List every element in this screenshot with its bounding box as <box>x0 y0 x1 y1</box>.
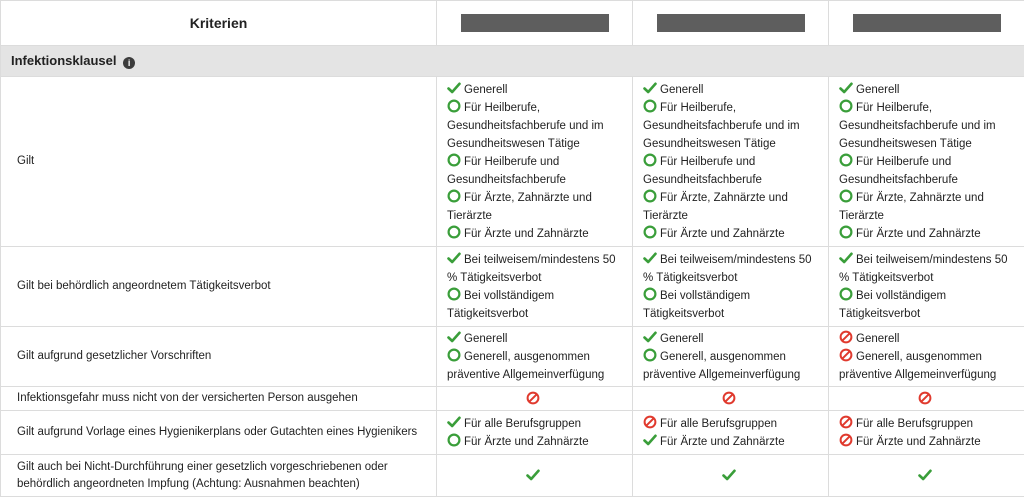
criteria-row <box>1 247 1024 327</box>
value-item <box>839 251 1018 287</box>
circle-icon <box>839 99 853 113</box>
criteria-row <box>1 411 1024 455</box>
value-item <box>447 189 626 225</box>
check-icon <box>447 251 461 265</box>
value-item <box>447 81 626 99</box>
not-covered-icon <box>839 348 853 362</box>
value-item <box>839 330 1018 348</box>
check-icon <box>447 81 461 95</box>
value-text: Für Ärzte, Zahnärzte und Tierärzte <box>643 192 788 222</box>
value-text: Generell <box>464 84 507 96</box>
value-item <box>447 225 626 243</box>
not-covered-icon <box>526 391 540 405</box>
check-icon <box>839 251 853 265</box>
value-text: Für Ärzte und Zahnärzte <box>464 436 589 448</box>
value-text: Bei vollständigem Tätigkeitsverbot <box>839 290 946 320</box>
section-row <box>1 46 1024 77</box>
value-cell <box>437 77 633 247</box>
value-item <box>839 99 1018 153</box>
value-text: Generell <box>856 333 899 345</box>
not-covered-icon <box>722 391 736 405</box>
check-icon <box>643 433 657 447</box>
value-item <box>839 225 1018 243</box>
value-cell <box>633 247 829 327</box>
value-item <box>437 467 632 485</box>
value-item <box>829 467 1024 485</box>
criterion-label: Gilt aufgrund gesetzlicher Vorschriften <box>1 327 437 387</box>
value-cell <box>829 77 1024 247</box>
value-text: Bei teilweisem/mindestens 50 % Tätigkeitsverbot <box>643 254 812 284</box>
value-text: Für alle Berufsgruppen <box>464 418 581 430</box>
check-icon <box>918 468 932 482</box>
value-item <box>643 415 822 433</box>
criterion-label: Gilt <box>1 77 437 247</box>
value-text: Für alle Berufsgruppen <box>856 418 973 430</box>
value-item <box>839 433 1018 451</box>
circle-icon <box>839 225 853 239</box>
value-text: Bei teilweisem/mindestens 50 % Tätigkeitsverbot <box>447 254 616 284</box>
circle-icon <box>447 433 461 447</box>
value-cell <box>829 455 1024 497</box>
value-text: Für Heilberufe und Gesundheitsfachberufe <box>643 156 762 186</box>
value-text: Für alle Berufsgruppen <box>660 418 777 430</box>
criterion-label: Infektionsgefahr muss nicht von der versicherten Person ausgehen <box>1 387 437 411</box>
value-item <box>643 348 822 384</box>
not-covered-icon <box>918 391 932 405</box>
value-text: Generell, ausgenommen präventive Allgemeinverfügung <box>447 351 604 381</box>
value-item <box>643 189 822 225</box>
value-item <box>643 330 822 348</box>
value-cell <box>829 411 1024 455</box>
circle-icon <box>839 287 853 301</box>
value-cell <box>437 247 633 327</box>
value-item <box>633 390 828 408</box>
section-header <box>1 46 1024 77</box>
provider-column-3-header <box>829 1 1024 46</box>
criterion-label: Gilt aufgrund Vorlage eines Hygienikerplans oder Gutachten eines Hygienikers <box>1 411 437 455</box>
criteria-row <box>1 455 1024 497</box>
value-cell <box>829 247 1024 327</box>
circle-icon <box>643 153 657 167</box>
value-cell <box>437 387 633 411</box>
check-icon <box>722 468 736 482</box>
value-cell <box>633 411 829 455</box>
criterion-label: Gilt auch bei Nicht-Durchführung einer gesetzlich vorgeschriebenen oder behördlich angeordneten Impfung (Achtung: Ausnahmen beachten) <box>1 455 437 497</box>
value-cell <box>633 455 829 497</box>
circle-icon <box>839 153 853 167</box>
value-item <box>839 189 1018 225</box>
value-text: Generell <box>660 333 703 345</box>
value-text: Für Heilberufe, Gesundheitsfachberufe und im Gesundheitswesen Tätige <box>839 102 996 150</box>
value-item <box>643 153 822 189</box>
value-text: Generell, ausgenommen präventive Allgemeinverfügung <box>643 351 800 381</box>
redacted-provider-name <box>657 14 805 32</box>
value-item <box>643 287 822 323</box>
value-item <box>447 330 626 348</box>
not-covered-icon <box>839 433 853 447</box>
value-cell <box>633 387 829 411</box>
value-text: Für Ärzte und Zahnärzte <box>464 228 589 240</box>
circle-icon <box>447 287 461 301</box>
not-covered-icon <box>643 415 657 429</box>
value-text: Bei vollständigem Tätigkeitsverbot <box>643 290 750 320</box>
value-text: Für Heilberufe, Gesundheitsfachberufe und im Gesundheitswesen Tätige <box>643 102 800 150</box>
value-text: Für Heilberufe, Gesundheitsfachberufe und im Gesundheitswesen Tätige <box>447 102 604 150</box>
value-text: Bei teilweisem/mindestens 50 % Tätigkeitsverbot <box>839 254 1008 284</box>
circle-icon <box>447 225 461 239</box>
value-text: Für Ärzte, Zahnärzte und Tierärzte <box>839 192 984 222</box>
value-text: Generell, ausgenommen präventive Allgemeinverfügung <box>839 351 996 381</box>
value-text: Für Ärzte, Zahnärzte und Tierärzte <box>447 192 592 222</box>
value-item <box>633 467 828 485</box>
value-item <box>447 251 626 287</box>
not-covered-icon <box>839 330 853 344</box>
value-item <box>839 348 1018 384</box>
value-text: Generell <box>464 333 507 345</box>
value-cell <box>633 77 829 247</box>
value-text: Generell <box>856 84 899 96</box>
value-text: Für Heilberufe und Gesundheitsfachberufe <box>839 156 958 186</box>
check-icon <box>447 415 461 429</box>
check-icon <box>643 81 657 95</box>
value-cell <box>633 327 829 387</box>
redacted-provider-name <box>853 14 1001 32</box>
value-item <box>447 433 626 451</box>
check-icon <box>643 330 657 344</box>
value-item <box>643 99 822 153</box>
check-icon <box>526 468 540 482</box>
check-icon <box>839 81 853 95</box>
section-title: Infektionsklausel <box>11 53 116 68</box>
circle-icon <box>447 153 461 167</box>
value-text: Für Ärzte und Zahnärzte <box>856 436 981 448</box>
value-text: Für Heilberufe und Gesundheitsfachberufe <box>447 156 566 186</box>
circle-icon <box>447 348 461 362</box>
circle-icon <box>643 99 657 113</box>
criteria-row <box>1 77 1024 247</box>
value-item <box>829 390 1024 408</box>
value-item <box>839 287 1018 323</box>
check-icon <box>643 251 657 265</box>
value-cell <box>437 411 633 455</box>
value-text: Für Ärzte und Zahnärzte <box>660 436 785 448</box>
criteria-row <box>1 327 1024 387</box>
criteria-header: Kriterien <box>1 1 437 46</box>
value-text: Für Ärzte und Zahnärzte <box>660 228 785 240</box>
value-item <box>643 225 822 243</box>
value-item <box>447 287 626 323</box>
value-item <box>447 153 626 189</box>
value-cell <box>829 327 1024 387</box>
value-item <box>643 251 822 287</box>
value-cell <box>829 387 1024 411</box>
redacted-provider-name <box>461 14 609 32</box>
criteria-row <box>1 387 1024 411</box>
value-item <box>437 390 632 408</box>
circle-icon <box>839 189 853 203</box>
value-cell <box>437 327 633 387</box>
circle-icon <box>643 225 657 239</box>
not-covered-icon <box>839 415 853 429</box>
criterion-label: Gilt bei behördlich angeordnetem Tätigkeitsverbot <box>1 247 437 327</box>
header-row <box>1 1 1024 46</box>
circle-icon <box>643 287 657 301</box>
info-icon[interactable]: i <box>123 57 135 69</box>
value-item <box>839 81 1018 99</box>
value-text: Generell <box>660 84 703 96</box>
value-text: Für Ärzte und Zahnärzte <box>856 228 981 240</box>
value-item <box>447 415 626 433</box>
value-item <box>643 81 822 99</box>
value-item <box>447 99 626 153</box>
circle-icon <box>447 189 461 203</box>
provider-column-2-header <box>633 1 829 46</box>
value-item <box>839 415 1018 433</box>
provider-column-1-header <box>437 1 633 46</box>
circle-icon <box>643 348 657 362</box>
value-item <box>447 348 626 384</box>
value-item <box>839 153 1018 189</box>
value-item <box>643 433 822 451</box>
value-text: Bei vollständigem Tätigkeitsverbot <box>447 290 554 320</box>
circle-icon <box>447 99 461 113</box>
check-icon <box>447 330 461 344</box>
value-cell <box>437 455 633 497</box>
circle-icon <box>643 189 657 203</box>
